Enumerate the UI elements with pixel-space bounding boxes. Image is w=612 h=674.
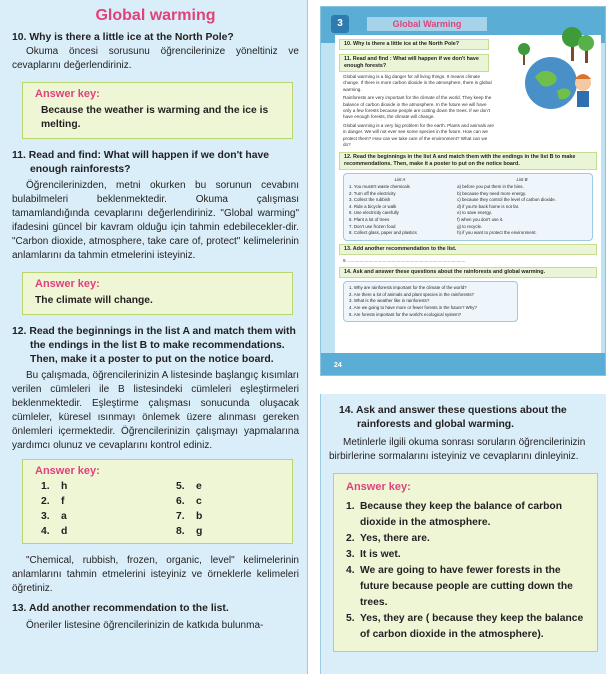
q14-answer-box (333, 473, 598, 652)
book-question: 3. What is the weather like in rainforests? (349, 298, 430, 304)
book-passage-1: Global warming is a big danger for all living things. It means climate change. If there is more carbon dioxide in the atmosphere, there is global warming. (343, 74, 492, 92)
book-question: 5. Are forests important for the world's ecological system? (349, 311, 462, 317)
q12-answer-item: 5. e (176, 481, 202, 492)
book-question: 4. Are we going to have more or fewer forests in the future? Why? (349, 305, 477, 310)
q13-instructions: Öneriler listesine öğrencilerinizin de katkıda bulunma- (26, 620, 264, 631)
vocabulary-note: "Chemical, rubbish, frozen, organic, level" kelimelerinin anlamlarını tahmin etmelerini isteyiniz ve örneklerle kelimeleri öğretiniz. (12, 555, 299, 594)
q13-number: 13. (12, 603, 27, 614)
q12-answer-item: 4. d (41, 526, 68, 537)
list-b-item: c) because they control the level of carbon dioxide. (457, 197, 556, 203)
book-q12: 12. Read the beginnings in the list A and match them with the endings in the list B to make recommendations. Then, make it a poster to put on the notice board. (339, 152, 597, 170)
list-b-item: e) to save energy. (457, 210, 492, 216)
q13-text: Add another recommendation to the list. (28, 603, 229, 614)
q10-instructions: Okuma öncesi sorusunu öğrencilerinize yöneltiniz ve cevaplarını değerlendiriniz. (12, 46, 299, 71)
book-passage-2: Rainforests are very important for the climate of the world. They keep the balance of carbon dioxide in the atmosphere. In the future we will have only a few forests because people are cutting down the trees. If we don't have enough forests, the climate will change. (343, 95, 492, 120)
q14-number: 14. (339, 405, 354, 416)
q12-number: 12. (12, 326, 27, 337)
globe-and-trees-illustration (501, 21, 601, 111)
book-question: 1. Why are rainforests important for the climate of the world? (349, 285, 467, 291)
list-b-item: d) if you're back home is not far. (457, 203, 520, 209)
q12-answer-item: 3. a (41, 511, 67, 522)
q10-text: Why is there a little ice at the North Pole? (29, 32, 234, 43)
book-q13: 13. Add another recommendation to the list. (339, 244, 597, 255)
q11-text: Read and find: What will happen if we don't have enough rainforests? (28, 150, 270, 175)
q10-answer: Because the weather is warming and the ice is melting. (41, 105, 269, 130)
book-q11: 11. Read and find : What will happen if we don't have enough forests? (339, 54, 489, 72)
list-b-item: a) before you put them in the bins. (457, 184, 524, 190)
list-a-item: 4. Ride a bicycle or walk (349, 203, 397, 209)
book-passage-3: Global warming is a very big problem for the earth. Plants and animals are in danger. We will not ever see some species in the future. How can we protect them? How can we take care of the environment? What can we do? (343, 122, 494, 148)
book-match-lists (343, 173, 593, 240)
q13-title (12, 602, 299, 616)
list-b-item: f) when you don't use it. (457, 217, 504, 223)
list-a-item: 6. Plant a lot of trees (349, 217, 390, 223)
book-questions-box (343, 281, 518, 322)
q14-answer-item: 4. We are going to have fewer forests in the future because people are cutting down the trees. (346, 565, 573, 608)
q11-title (12, 149, 299, 177)
list-a-item: 8. Collect glass, paper and plastics (349, 230, 417, 236)
answer-key-label: Answer key: (35, 278, 100, 290)
book-title: Global Warming (367, 17, 487, 31)
q12-answer-box (22, 459, 293, 544)
q14-answer-item: 2. Yes, there are. (346, 533, 430, 544)
q14-panel (320, 394, 606, 674)
q10-number: 10. (12, 32, 27, 43)
q14-answer-list (346, 499, 587, 643)
list-b-label: List B (516, 177, 528, 183)
q11-instructions: Öğrencilerinizden, metni okurken bu sorunun cevabını bulabilmeleri beklenmektedir. Okuma çalışması tamamlandığında cevaplarını değerlendiriniz. "Global warming" ifadesini güncel bir kavram olduğu için tahmin edebilecekler-dir. "Carbon dioxide, atmosphere, take care of, protect" kelimelerinin anlamlarını da tahmin etmelerini isteyiniz. (12, 180, 299, 261)
student-book-page (320, 6, 606, 376)
book-q10: 10. Why is there a little ice at the North Pole? (339, 39, 489, 50)
list-b-item: g) to recycle. (457, 223, 483, 229)
answer-key-label: Answer key: (35, 88, 100, 100)
book-q13-line: 9. ............................................................................................ (343, 257, 466, 263)
q14-answer-item: 1. Because they keep the balance of carbon dioxide in the atmosphere. (346, 501, 563, 528)
q14-title (331, 404, 598, 432)
q11-answer-box (22, 272, 293, 315)
q10-answer-box (22, 82, 293, 139)
q14-instructions: Metinlerle ilgili okuma sonrası soruların öğrencilerinizin birbirlerine sormalarını isteyiniz ve cevaplarını dinleyiniz. (329, 437, 586, 462)
book-page-number: 24 (331, 362, 345, 369)
q10-title (12, 31, 299, 45)
q14-answer-item: 5. Yes, they are ( because they keep the balance of carbon dioxide in the atmosphere). (346, 613, 584, 640)
list-a-item: 5. Use electricity carefully (349, 210, 399, 216)
book-question: 2. Are there a lot of animals and plant species in the rainforests? (349, 291, 474, 297)
q12-answer-item: 1. h (41, 481, 68, 492)
list-a-item: 7. Don't use frozen food (349, 223, 396, 229)
q12-answer-item: 6. c (176, 496, 202, 507)
q14-answer-item: 3. It is wet. (346, 549, 401, 560)
q12-title (12, 325, 299, 367)
q11-answer: The climate will change. (35, 295, 153, 306)
page-title: Global warming (95, 7, 216, 24)
q12-answer-item: 7. b (176, 511, 203, 522)
q12-answer-item: 8. g (176, 526, 203, 537)
list-a-item: 3. Collect the rubbish (349, 197, 391, 203)
q12-text: Read the beginnings in the list A and match them with the endings in the list B to make recommendations. Then, make it a poster to put on the notice board. (29, 326, 296, 365)
q11-number: 11. (12, 150, 26, 161)
list-a-item: 2. Turn off the electricity (349, 190, 396, 196)
book-footer-band (321, 353, 606, 375)
list-a-item: 1. You mustn't waste chemicals (349, 184, 410, 190)
answer-key-label: Answer key: (346, 481, 411, 493)
q12-instructions: Bu çalışmada, öğrencilerinizin A listesinde başlangıç kısımları verilen cümleleri ile B listesindeki cümleleri eşleştirmeleri beklenmektedir. Eşleştirme çalışması sonucunda oluşacak cümleler, küresel ısınmayı önlemek üzere alınması gereken önlemleri içermektedir. Öğrencilerinizin çalışmayı yapmalarına yardımcı olunuz ve cevaplarını kontrol ediniz. (12, 370, 299, 451)
answer-key-label: Answer key: (35, 465, 100, 477)
unit-badge: 3 (331, 15, 349, 33)
list-b-item: b) because they need more energy. (457, 190, 527, 196)
q14-text: Ask and answer these questions about the rainforests and global warming. (355, 405, 567, 430)
list-b-item: h) if you want to protect the environment. (457, 230, 537, 236)
q12-answer-item: 2. f (41, 496, 65, 507)
book-q14: 14. Ask and answer these questions about the rainforests and global warming. (339, 267, 597, 278)
list-a-label: List A (394, 177, 406, 183)
q12-answer-grid (35, 481, 282, 537)
